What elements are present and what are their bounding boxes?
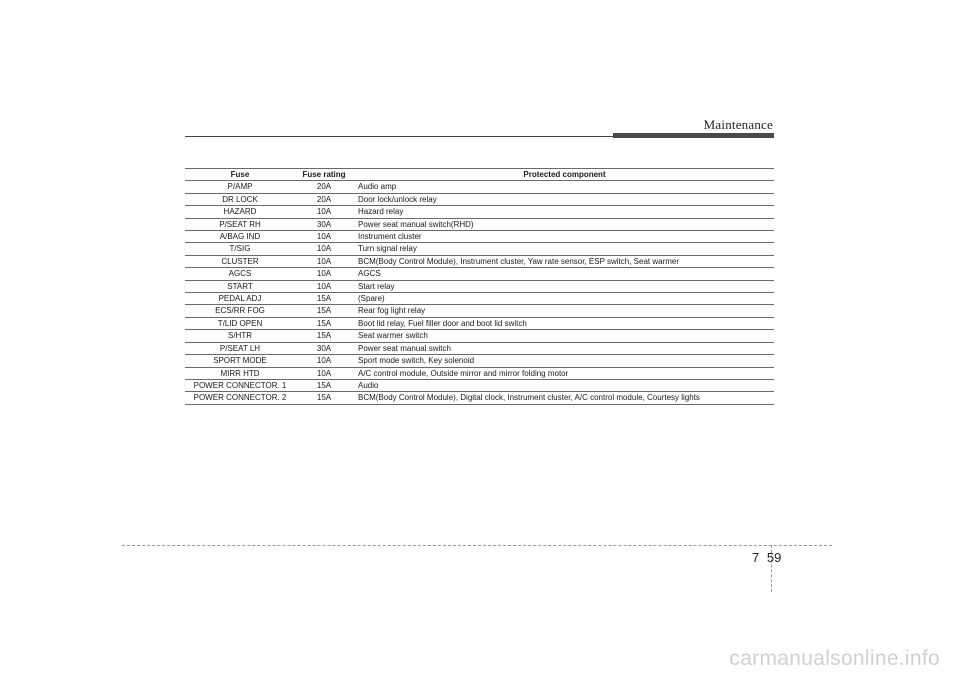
protected-component-cell: Sport mode switch, Key solenoid <box>353 355 774 367</box>
fuse-table-body <box>185 181 774 404</box>
fuse-name-cell: POWER CONNECTOR. 1 <box>185 379 295 391</box>
fuse-rating-cell: 15A <box>295 293 353 305</box>
fuse-name-cell: SPORT MODE <box>185 355 295 367</box>
fuse-rating-cell: 15A <box>295 330 353 342</box>
page-number-value: 59 <box>766 550 782 565</box>
fuse-name-cell: S/HTR <box>185 330 295 342</box>
fuse-rating-cell: 10A <box>295 367 353 379</box>
fuse-rating-cell: 15A <box>295 379 353 391</box>
table-row <box>185 379 774 391</box>
fuse-rating-cell: 10A <box>295 268 353 280</box>
header-rule-accent <box>613 133 774 138</box>
fuse-name-cell: MIRR HTD <box>185 367 295 379</box>
column-header-protected-component: Protected component <box>353 169 774 181</box>
fuse-rating-cell: 10A <box>295 255 353 267</box>
protected-component-cell: Seat warmer switch <box>353 330 774 342</box>
protected-component-cell: BCM(Body Control Module), Instrument cluster, Yaw rate sensor, ESP switch, Seat warmer <box>353 255 774 267</box>
protected-component-cell: (Spare) <box>353 293 774 305</box>
fuse-rating-cell: 10A <box>295 355 353 367</box>
fuse-rating-cell: 20A <box>295 193 353 205</box>
protected-component-cell: Boot lid relay, Fuel filler door and boot lid switch <box>353 317 774 329</box>
fuse-name-cell: PEDAL ADJ <box>185 293 295 305</box>
fuse-name-cell: P/SEAT RH <box>185 218 295 230</box>
fuse-rating-cell: 30A <box>295 218 353 230</box>
protected-component-cell: Hazard relay <box>353 206 774 218</box>
fuse-table <box>185 168 774 405</box>
table-row <box>185 392 774 404</box>
table-row <box>185 193 774 205</box>
fuse-name-cell: P/AMP <box>185 181 295 193</box>
column-header-fuse: Fuse <box>185 169 295 181</box>
table-row <box>185 231 774 243</box>
footer-rule <box>122 545 832 546</box>
protected-component-cell: A/C control module, Outside mirror and mirror folding motor <box>353 367 774 379</box>
table-row <box>185 280 774 292</box>
table-row <box>185 218 774 230</box>
watermark: carmanualsonline.info <box>729 647 940 670</box>
fuse-rating-cell: 15A <box>295 305 353 317</box>
protected-component-cell: Door lock/unlock relay <box>353 193 774 205</box>
section-title: Maintenance <box>703 117 773 132</box>
fuse-rating-cell: 30A <box>295 342 353 354</box>
protected-component-cell: BCM(Body Control Module), Digital clock, Instrument cluster, A/C control module, Courtesy lights <box>353 392 774 404</box>
protected-component-cell: Audio amp <box>353 181 774 193</box>
fuse-name-cell: START <box>185 280 295 292</box>
fuse-name-cell: P/SEAT LH <box>185 342 295 354</box>
protected-component-cell: Power seat manual switch <box>353 342 774 354</box>
protected-component-cell: Audio <box>353 379 774 391</box>
table-row <box>185 255 774 267</box>
chapter-number: 7 <box>752 550 760 565</box>
fuse-rating-cell: 10A <box>295 280 353 292</box>
table-row <box>185 181 774 193</box>
protected-component-cell: Rear fog light relay <box>353 305 774 317</box>
protected-component-cell: Turn signal relay <box>353 243 774 255</box>
fuse-rating-cell: 20A <box>295 181 353 193</box>
fuse-rating-cell: 10A <box>295 231 353 243</box>
fuse-name-cell: POWER CONNECTOR. 2 <box>185 392 295 404</box>
table-row <box>185 317 774 329</box>
table-row <box>185 342 774 354</box>
fuse-name-cell: HAZARD <box>185 206 295 218</box>
table-row <box>185 355 774 367</box>
protected-component-cell: Instrument cluster <box>353 231 774 243</box>
column-header-fuse-rating: Fuse rating <box>295 169 353 181</box>
fuse-rating-cell: 10A <box>295 243 353 255</box>
table-row <box>185 293 774 305</box>
header-rule <box>185 136 615 137</box>
fuse-rating-cell: 15A <box>295 392 353 404</box>
table-header-row <box>185 169 774 181</box>
protected-component-cell: AGCS <box>353 268 774 280</box>
protected-component-cell: Start relay <box>353 280 774 292</box>
table-row <box>185 206 774 218</box>
fuse-name-cell: CLUSTER <box>185 255 295 267</box>
table-row <box>185 243 774 255</box>
table-row <box>185 330 774 342</box>
fuse-name-cell: ECS/RR FOG <box>185 305 295 317</box>
fuse-rating-cell: 10A <box>295 206 353 218</box>
fuse-name-cell: T/SIG <box>185 243 295 255</box>
fuse-name-cell: AGCS <box>185 268 295 280</box>
fuse-name-cell: A/BAG IND <box>185 231 295 243</box>
table-row <box>185 268 774 280</box>
table-row <box>185 367 774 379</box>
protected-component-cell: Power seat manual switch(RHD) <box>353 218 774 230</box>
fuse-rating-cell: 15A <box>295 317 353 329</box>
page-number <box>752 550 781 565</box>
table-row <box>185 305 774 317</box>
fuse-name-cell: T/LID OPEN <box>185 317 295 329</box>
fuse-name-cell: DR LOCK <box>185 193 295 205</box>
